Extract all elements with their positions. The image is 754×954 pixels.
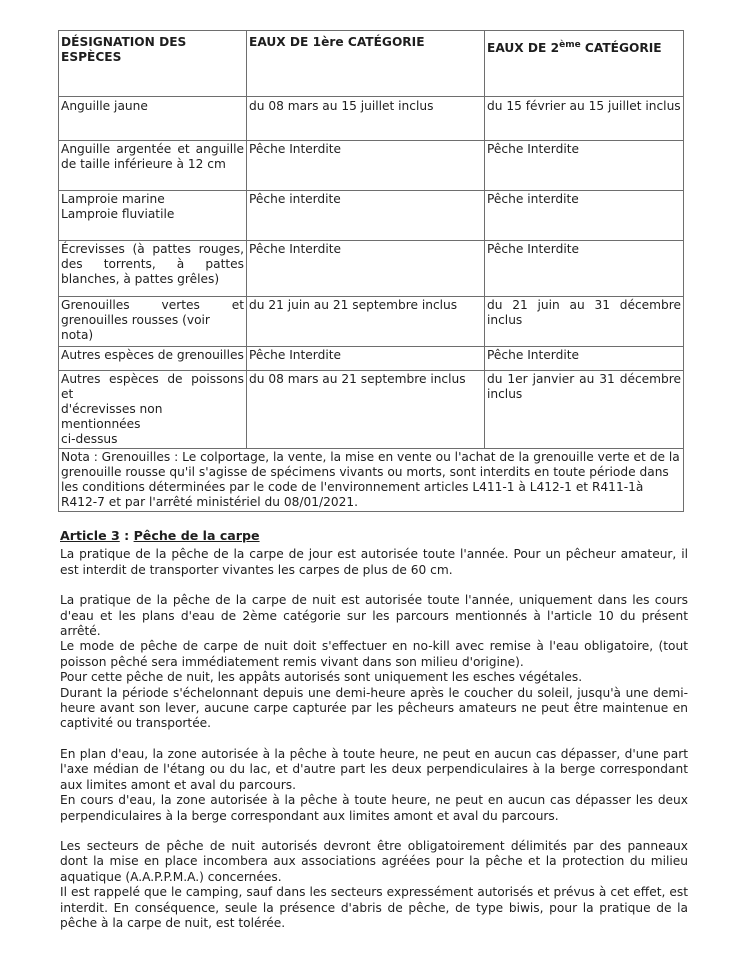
table-header-row [59, 31, 684, 97]
species-cell: Lamproie marine Lamproie fluviatile [59, 191, 247, 241]
table-row [59, 297, 684, 347]
article-title: Pêche de la carpe [133, 528, 260, 543]
article-section [60, 528, 688, 931]
paragraph: La pratique de la pêche de la carpe de jour est autorisée toute l'année. Pour un pêcheur amateur, il est interdit de transporter vivantes les carpes de plus de 60 cm. [60, 547, 688, 577]
category-2-cell: Pêche Interdite [485, 347, 684, 371]
header-category-1: EAUX DE 1ère CATÉGORIE [247, 31, 485, 97]
category-1-cell: du 08 mars au 21 septembre inclus [247, 371, 485, 449]
species-cell: Écrevisses (à pattes rouges, des torrents, à pattes blanches, à pattes grêles) [59, 241, 247, 297]
category-1-cell: Pêche Interdite [247, 241, 485, 297]
category-2-cell: Pêche Interdite [485, 141, 684, 191]
paragraph: Le mode de pêche de carpe de nuit doit s'effectuer en no-kill avec remise à l'eau obligatoire, (tout poisson pêché sera immédiatement remis vivant dans son milieu d'origine). [60, 639, 688, 669]
category-2-cell: du 1er janvier au 31 décembre inclus [485, 371, 684, 449]
table-row [59, 191, 684, 241]
category-2-cell: Pêche interdite [485, 191, 684, 241]
table-row [59, 241, 684, 297]
category-1-cell: Pêche Interdite [247, 347, 485, 371]
category-1-cell: du 08 mars au 15 juillet inclus [247, 97, 485, 141]
species-cell: Autres espèces de poissons et d'écrevisses non mentionnées ci-dessus [59, 371, 247, 449]
header-category-2: EAUX DE 2ème CATÉGORIE [485, 31, 684, 97]
paragraph: En cours d'eau, la zone autorisée à la pêche à toute heure, ne peut en aucun cas dépasser les deux perpendiculaires à la berge correspondant aux limites amont et aval du parcours. [60, 793, 688, 823]
nota-row [59, 449, 684, 512]
table-row [59, 97, 684, 141]
paragraph: Les secteurs de pêche de nuit autorisés devront être obligatoirement délimités par des panneaux dont la mise en place incombera aux associations agréées pour la pêche et la protection du milieu aquatique (A.A.P.P.M.A.) concernées. [60, 838, 688, 884]
category-2-cell: du 15 février au 15 juillet inclus [485, 97, 684, 141]
category-1-cell: du 21 juin au 21 septembre inclus [247, 297, 485, 347]
paragraph: La pratique de la pêche de la carpe de nuit est autorisée toute l'année, uniquement dans les cours d'eau et les plans d'eau de 2ème catégorie sur les parcours mentionnés à l'article 10 du présent arrêté. [60, 593, 688, 639]
table-row [59, 371, 684, 449]
category-2-cell: Pêche Interdite [485, 241, 684, 297]
species-cell: Autres espèces de grenouilles [59, 347, 247, 371]
species-period-table [58, 30, 684, 512]
paragraph: Il est rappelé que le camping, sauf dans les secteurs expressément autorisés et prévus à cet effet, est interdit. En conséquence, seule la présence d'abris de pêche, de type biwis, pour la pratique de la pêche à la carpe de nuit, est tolérée. [60, 885, 688, 930]
species-cell: Anguille argentée et anguille de taille inférieure à 12 cm [59, 141, 247, 191]
article-heading [60, 528, 688, 543]
category-1-cell: Pêche interdite [247, 191, 485, 241]
table-row [59, 347, 684, 371]
nota-text: Nota : Grenouilles : Le colportage, la vente, la mise en vente ou l'achat de la grenouille verte et de la grenouille rousse qu'il s'agisse de spécimens vivants ou morts, sont interdits en toute période dans les conditions déterminées par le code de l'environnement articles L411-1 à L412-1 et R411-1à R412-7 et par l'arrêté ministériel du 08/01/2021. [59, 449, 684, 512]
species-cell: Grenouilles vertes et grenouilles rousses (voir nota) [59, 297, 247, 347]
category-1-cell: Pêche Interdite [247, 141, 485, 191]
paragraph: Durant la période s'échelonnant depuis une demi-heure après le coucher du soleil, jusqu'à une demi-heure avant son lever, aucune carpe capturée par les pêcheurs amateurs ne peut être maintenue en captivité ou transportée. [60, 685, 688, 731]
paragraph: Pour cette pêche de nuit, les appâts autorisés sont uniquement les esches végétales. [60, 670, 583, 685]
category-2-cell: du 21 juin au 31 décembre inclus [485, 297, 684, 347]
species-cell: Anguille jaune [59, 97, 247, 141]
paragraph: En plan d'eau, la zone autorisée à la pêche à toute heure, ne peut en aucun cas dépasser, d'une part l'axe médian de l'étang ou du lac, et d'autre part les deux perpendiculaires à la berge correspondant aux limites amont et aval du parcours. [60, 746, 688, 792]
header-species: DÉSIGNATION DES ESPÈCES [59, 31, 247, 97]
article-separator: : [119, 528, 134, 543]
article-label: Article 3 [60, 528, 120, 543]
table-row [59, 141, 684, 191]
